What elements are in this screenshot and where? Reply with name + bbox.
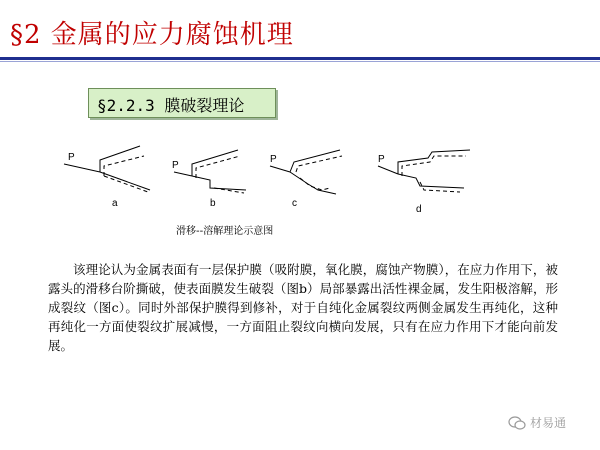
title-underline	[0, 57, 600, 60]
label-a: a	[112, 198, 118, 209]
force-label-a: P	[68, 152, 75, 163]
label-c: c	[292, 198, 297, 209]
panel-b	[172, 150, 246, 209]
label-d: d	[416, 204, 422, 215]
section-subtitle: §2.2.3 膜破裂理论	[97, 96, 245, 115]
surface-a	[100, 146, 140, 172]
panel-d	[378, 150, 470, 215]
label-b: b	[210, 198, 216, 209]
body-paragraph: 该理论认为金属表面有一层保护膜（吸附膜，氧化膜，腐蚀产物膜），在应力作用下，被露头的滑移台阶撕破，使表面膜发生破裂（图b）局部暴露出活性裸金属，发生阳极溶解，形成裂纹（图c）。同时外部保护膜得到修补，对于自纯化金属裂纹两侧金属发生再纯化，这种再纯化一方面使裂纹扩展减慢，一方面阻止裂纹向横向发展，只有在应力作用下才能向前发展。	[48, 262, 558, 353]
body-text	[48, 260, 558, 355]
force-label-d: P	[378, 154, 385, 165]
film-lower-a	[104, 176, 148, 192]
panel-c	[270, 150, 342, 209]
slip-dissolution-diagram	[60, 138, 500, 230]
panel-a	[64, 146, 150, 209]
force-label-c: P	[270, 154, 277, 165]
force-label-b: P	[172, 160, 179, 171]
force-arrow-a	[64, 164, 100, 172]
slide-title: §2 金属的应力腐蚀机理	[10, 20, 294, 50]
lower-surface-a	[100, 172, 150, 190]
title-underline-thin	[0, 61, 600, 62]
subtitle-box	[88, 88, 276, 118]
wechat-icon	[508, 415, 526, 431]
film-a	[104, 156, 144, 176]
figure-caption: 滑移--溶解理论示意图	[176, 226, 274, 237]
watermark	[508, 414, 566, 431]
watermark-text: 材易通	[530, 416, 567, 430]
